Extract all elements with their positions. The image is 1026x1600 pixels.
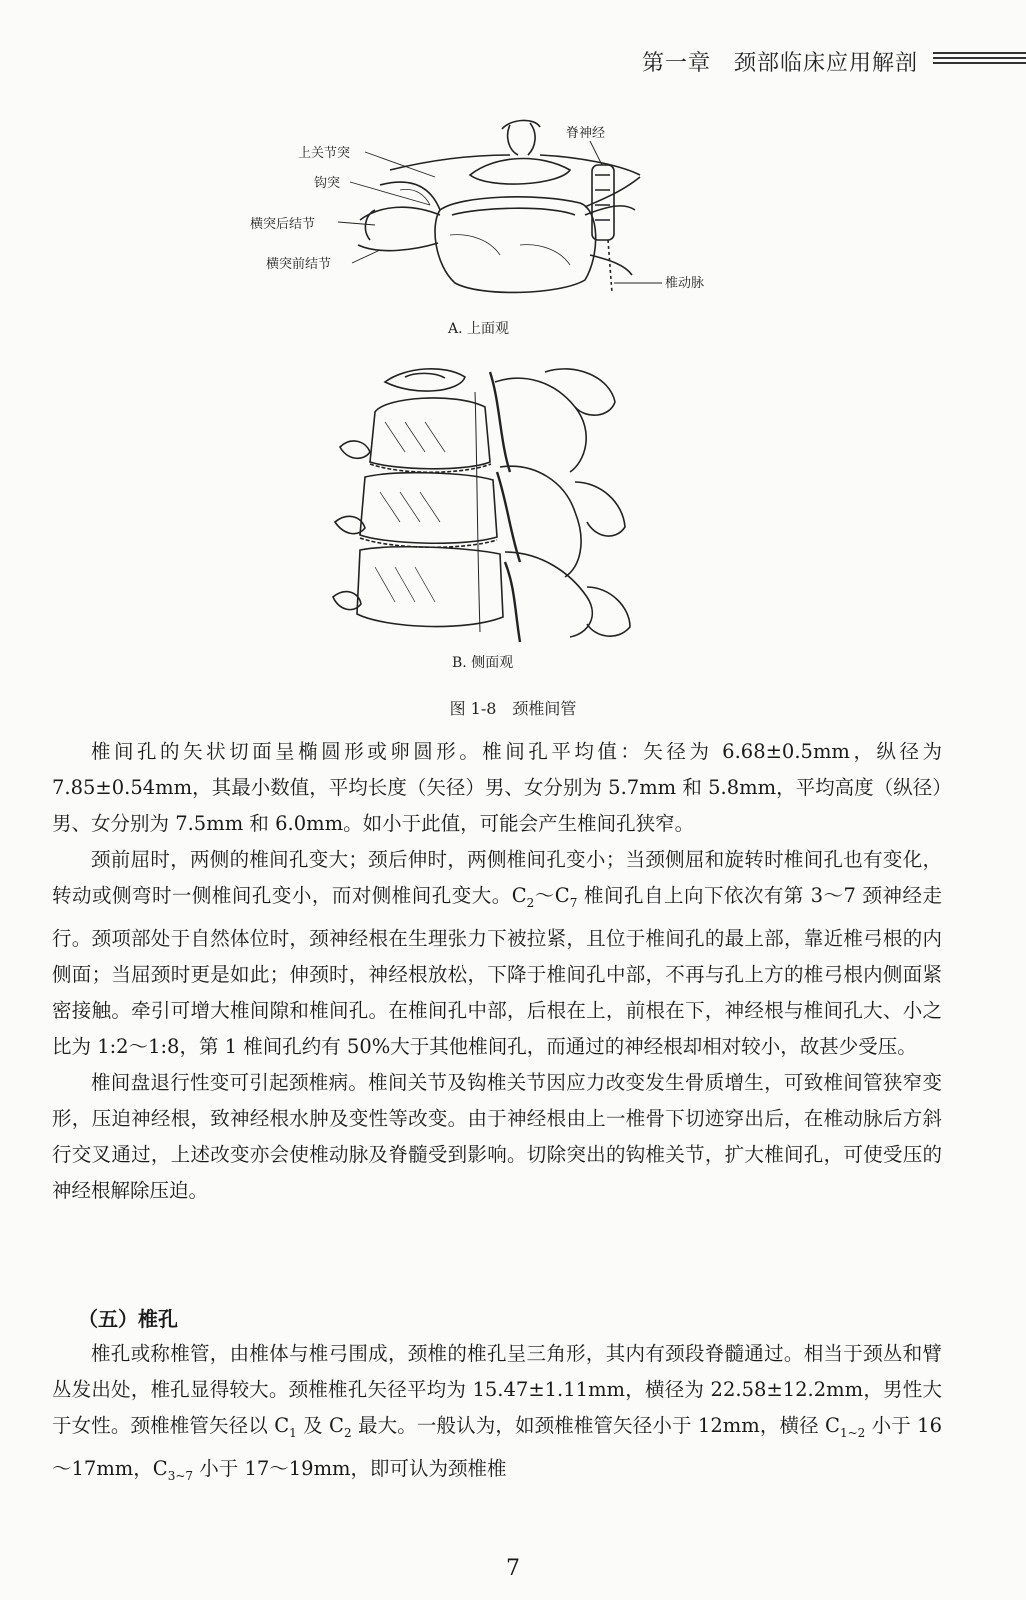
paragraph-4: 椎孔或称椎管，由椎体与椎弓围成，颈椎的椎孔呈三角形，其内有颈段脊髓通过。相当于颈丛和臂丛发出处，椎孔显得较大。颈椎椎孔矢径平均为 15.47±1.11mm，横径为 22.58±12.2mm，男性大于女性。颈椎椎管矢径以 $C_1$ 及 $C_2$ 最大。一般认为，如颈椎椎管矢径小于 12mm，横径 $C_{1\sim 2}$ 小于 16～17mm，$C_{3\sim 7}$ 小于 17～19mm，即可认为颈椎椎: [52, 1342, 942, 1483]
figure-b-caption: B. 侧面观: [452, 655, 514, 671]
label-ant-tubercle: 横突前结节: [266, 257, 332, 272]
paragraph-2: 颈前屈时，两侧的椎间孔变大；颈后伸时，两侧椎间孔变小；当颈侧屈和旋转时椎间孔也有变化，转动或侧弯时一侧椎间孔变小，而对侧椎间孔变大。$C_2\sim C_7$ 椎间孔自上向下依次有第 3～7 颈神经走行。颈项部处于自然体位时，颈神经根在生理张力下被拉紧，且位于椎间孔的最上部，靠近椎弓根的内侧面；当屈颈时更是如此；伸颈时，神经根放松，下降于椎间孔中部，不再与孔上方的椎弓根内侧面紧密接触。牵引可增大椎间隙和椎间孔。在椎间孔中部，后根在上，前根在下，神经根与椎间孔大、小之比为 1:2～1:8，第 1 椎间孔约有 50%大于其他椎间孔，而通过的神经根却相对较小，故甚少受压。: [52, 848, 943, 1058]
paragraph-1: 椎间孔的矢状切面呈椭圆形或卵圆形。椎间孔平均值：矢径为 6.68±0.5mm，纵径为 7.85±0.54mm，其最小数值，平均长度（矢径）男、女分别为 5.7mm 和 5.8mm，平均高度（纵径）男、女分别为 7.5mm 和 6.0mm。如小于此值，可能会产生椎间孔狭窄。: [52, 740, 942, 835]
section-heading: （五）椎孔: [78, 1307, 178, 1331]
paragraph-3: 椎间盘退行性变可引起颈椎病。椎间关节及钩椎关节因应力改变发生骨质增生，可致椎间管狭窄变形，压迫神经根，致神经根水肿及变性等改变。由于神经根由上一椎骨下切迹穿出后，在椎动脉后方斜行交叉通过，上述改变亦会使椎动脉及脊髓受到影响。切除突出的钩椎关节，扩大椎间孔，可使受压的神经根解除压迫。: [52, 1070, 942, 1202]
label-vertebral-artery: 椎动脉: [665, 276, 705, 291]
header-rule: [933, 52, 1026, 67]
figure-a-superior-view: [240, 115, 740, 315]
label-uncinate: 钩突: [314, 176, 341, 191]
label-post-tubercle: 横突后结节: [250, 217, 316, 232]
figure-b-lateral-view: [325, 352, 645, 652]
body-text-upper: [52, 734, 942, 1209]
label-superior-articular: 上关节突: [298, 146, 351, 161]
chapter-title: 第一章 颈部临床应用解剖: [641, 51, 918, 76]
body-text-lower: [52, 1336, 942, 1494]
figure-a-caption: A. 上面观: [448, 321, 510, 337]
figure-caption: 图 1-8 颈椎间管: [449, 699, 577, 718]
page-number: 7: [506, 1556, 520, 1581]
label-spinal-nerve: 脊神经: [566, 126, 606, 141]
running-header: [0, 44, 1026, 84]
